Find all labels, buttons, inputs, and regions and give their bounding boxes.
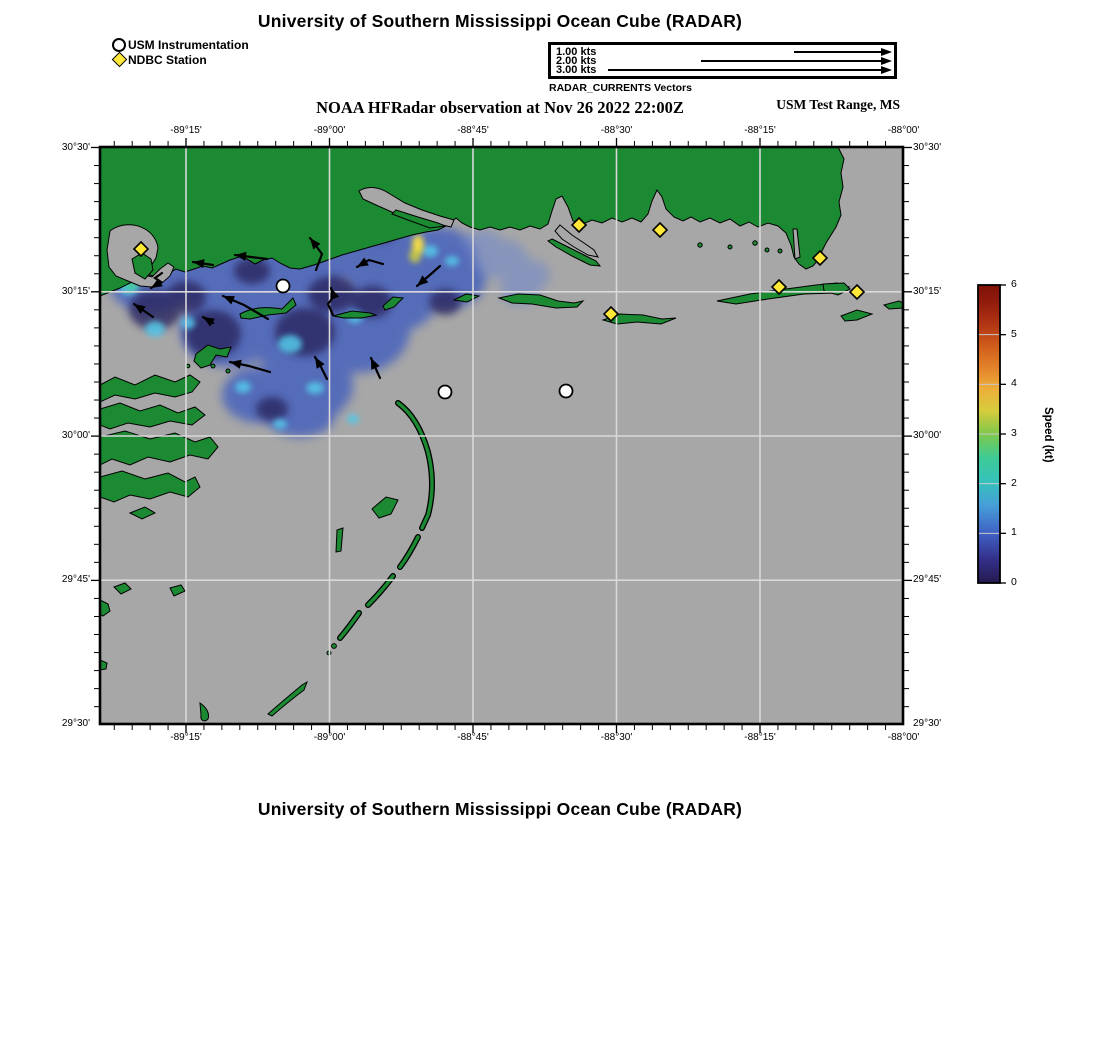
test-range-label: USM Test Range, MS (776, 97, 900, 112)
lat-tick-label: 29°30' (61, 718, 90, 729)
lon-tick-label: -88°30' (600, 732, 633, 743)
lat-tick-label: 30°30' (913, 141, 942, 153)
colorbar (978, 285, 1006, 583)
page-title: University of Southern Mississippi Ocean Cube (RADAR) (257, 11, 743, 31)
lat-tick-label: 30°00' (61, 430, 90, 441)
usm-station-marker (277, 280, 290, 293)
lon-tick-label: -89°15' (170, 732, 202, 743)
colorbar-tick-label: 3 (1011, 427, 1017, 439)
colorbar-tick-label: 5 (1011, 327, 1017, 340)
lon-tick-label: -88°15' (744, 732, 776, 743)
lat-tick-label: 29°45' (913, 574, 942, 586)
lat-tick-label: 30°00' (913, 430, 942, 441)
lat-tick-label: 30°15' (913, 285, 942, 297)
map-area (100, 147, 903, 724)
colorbar-tick-label: 4 (1011, 377, 1017, 390)
usm-station-marker (560, 385, 573, 398)
lon-tick-label: -88°30' (600, 125, 633, 136)
lon-tick-label: -88°45' (457, 125, 489, 136)
scale-row-label: 2.00 kts (556, 55, 597, 67)
observation-subtitle: NOAA HFRadar observation at Nov 26 2022 22:00Z (316, 98, 684, 117)
usm-station-marker (439, 386, 452, 399)
colorbar-tick-label: 6 (1011, 278, 1017, 290)
legend-label: USM Instrumentation (128, 37, 249, 52)
lat-tick-label: 29°30' (913, 718, 942, 729)
footer-title: University of Southern Mississippi Ocean Cube (RADAR) (257, 799, 743, 819)
lon-tick-label: -88°15' (744, 125, 776, 136)
lon-tick-label: -88°00' (887, 125, 920, 136)
colorbar-tick-label: 1 (1011, 526, 1017, 539)
scale-row-label: 1.00 kts (556, 46, 597, 58)
scale-row-label: 3.00 kts (556, 64, 597, 76)
lon-tick-label: -88°45' (457, 732, 489, 743)
lon-tick-label: -88°00' (887, 732, 920, 743)
colorbar-tick-label: 2 (1011, 476, 1017, 489)
legend-label: NDBC Station (128, 52, 207, 67)
vectors-caption: RADAR_CURRENTS Vectors (549, 82, 692, 94)
lat-tick-label: 30°30' (61, 141, 90, 153)
colorbar-tick-label: 0 (1011, 576, 1017, 588)
lon-tick-label: -89°15' (170, 125, 202, 136)
lat-tick-label: 29°45' (61, 574, 90, 586)
lon-tick-label: -89°00' (313, 732, 346, 743)
colorbar-axis-label: Speed (kt) (1042, 406, 1054, 463)
lat-tick-label: 30°15' (61, 285, 90, 297)
lon-tick-label: -89°00' (313, 125, 346, 136)
